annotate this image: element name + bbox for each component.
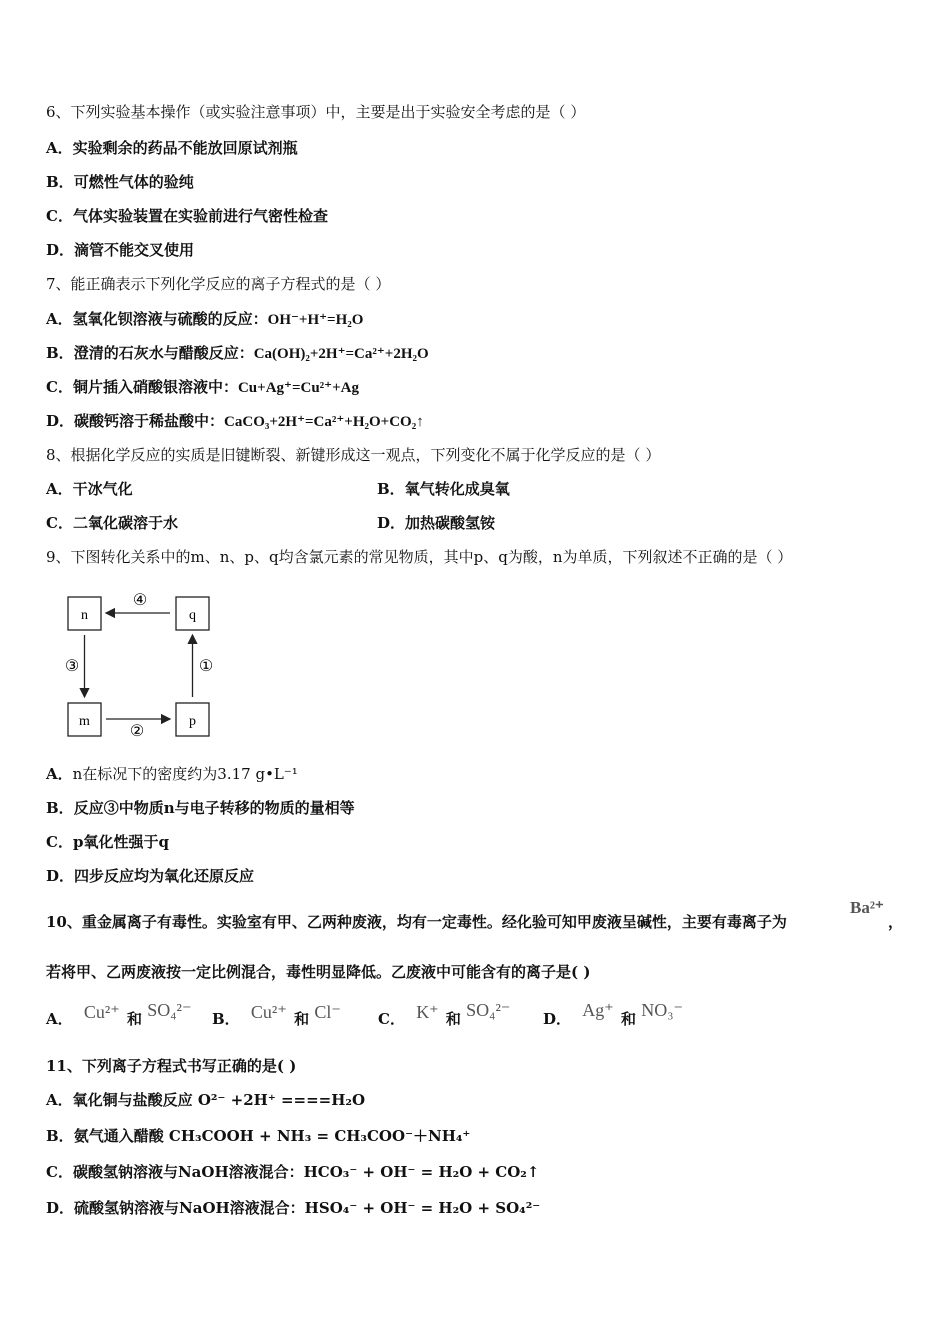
q11-option-d: D．硫酸氢钠溶液与NaOH溶液混合：HSO₄⁻ + OH⁻ = H₂O + SO₄²⁻ xyxy=(46,1199,541,1217)
q6-option-a: A．实验剩余的药品不能放回原试剂瓶 xyxy=(46,139,298,157)
q11-option-a: A．氧化铜与盐酸反应 O²⁻ +2H⁺ ====H₂O xyxy=(46,1091,366,1109)
q6-option-d: D．滴管不能交叉使用 xyxy=(46,241,195,259)
q8-option-a: A．干冰气化 xyxy=(46,480,133,498)
arrow-3-label: ③ xyxy=(64,658,80,675)
q10-stem: 10、重金属离子有毒性。实验室有甲、乙两种废液，均有一定毒性。经化验可知甲废液呈碱性，主要有毒离子为 xyxy=(46,913,787,931)
q6-option-b: B．可燃性气体的验纯 xyxy=(46,173,194,191)
q8-option-d: D．加热碳酸氢铵 xyxy=(377,514,496,532)
node-n-label: n xyxy=(81,608,88,623)
q10-comma: ， xyxy=(888,913,904,931)
arrow-2-label: ② xyxy=(129,723,145,740)
q7-option-c: C．铜片插入硝酸银溶液中：Cu+Ag⁺=Cu²⁺+Ag xyxy=(46,378,359,396)
q11-option-b: B．氨气通入醋酸 CH₃COOH + NH₃ = CH₃COO⁻＋NH₄⁺ xyxy=(46,1127,471,1145)
q9-conversion-diagram xyxy=(60,585,230,745)
q7-stem: 7、能正确表示下列化学反应的离子方程式的是（ ） xyxy=(46,275,391,293)
node-m-label: m xyxy=(79,714,90,729)
q7-option-a: A．氢氧化钡溶液与硫酸的反应：OH⁻+H⁺=H₂O xyxy=(46,310,364,328)
q10-stem-2: 若将甲、乙两废液按一定比例混合，毒性明显降低。乙废液中可能含有的离子是( ) xyxy=(46,963,591,981)
node-q-label: q xyxy=(189,608,196,623)
q9-option-c: C．p氧化性强于q xyxy=(46,833,169,851)
q8-option-b: B．氧气转化成臭氧 xyxy=(377,480,510,498)
q10-option-b: B． Cu²⁺ 和 Cl⁻ xyxy=(212,1002,341,1028)
q6-stem: 6、下列实验基本操作（或实验注意事项）中，主要是出于实验安全考虑的是（ ） xyxy=(46,103,586,121)
q10-ion-ba: Ba²⁺ xyxy=(850,898,884,917)
arrow-1-label: ① xyxy=(198,658,214,675)
q10-option-a: A． Cu²⁺ 和 SO₄²⁻ xyxy=(46,1000,192,1028)
node-p-label: p xyxy=(189,714,196,729)
q8-stem: 8、根据化学反应的实质是旧键断裂、新键形成这一观点，下列变化不属于化学反应的是（ ） xyxy=(46,446,661,464)
q11-option-c: C．碳酸氢钠溶液与NaOH溶液混合：HCO₃⁻ + OH⁻ = H₂O + CO₂↑ xyxy=(46,1163,540,1181)
q9-option-a: A．n在标况下的密度约为3.17 g•L⁻¹ xyxy=(46,765,298,783)
q7-option-d: D．碳酸钙溶于稀盐酸中：CaCO₃+2H⁺=Ca²⁺+H₂O+CO₂↑ xyxy=(46,412,424,430)
q9-option-b: B．反应③中物质n与电子转移的物质的量相等 xyxy=(46,799,355,817)
q10-option-c: C． K⁺ 和 SO₄²⁻ xyxy=(378,1000,511,1028)
q9-stem: 9、下图转化关系中的m、n、p、q均含氯元素的常见物质，其中p、q为酸，n为单质，下列叙述不正确的是（ ） xyxy=(46,548,793,566)
q9-option-d: D．四步反应均为氧化还原反应 xyxy=(46,867,255,885)
q8-option-c: C．二氧化碳溶于水 xyxy=(46,514,178,532)
q6-option-c: C．气体实验装置在实验前进行气密性检查 xyxy=(46,207,328,225)
q7-option-b: B．澄清的石灰水与醋酸反应：Ca(OH)₂+2H⁺=Ca²⁺+2H₂O xyxy=(46,344,429,362)
q10-option-d: D． Ag⁺ 和 NO₃⁻ xyxy=(543,1000,684,1028)
arrow-4-label: ④ xyxy=(132,592,148,609)
q11-stem: 11、下列离子方程式书写正确的是( ) xyxy=(46,1057,297,1075)
